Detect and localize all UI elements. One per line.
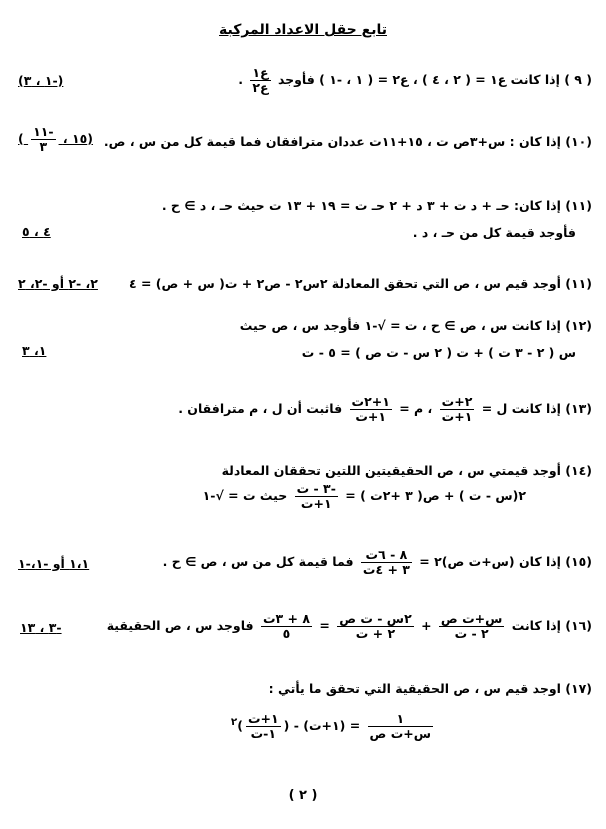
question-17-line1: (١٧) اوجد قيم س ، ص الحقيقية التي تحقق ما يأتي : bbox=[268, 681, 592, 696]
question-11-line1: (١١) إذا كان: حـ + د ت + ٣ د + ٢ حـ ت = ١٩ + ١٣ ت حيث حـ ، د ∋ ح . bbox=[161, 198, 592, 213]
question-12-line2: س ( ٢ - ٣ ت ) + ت ( ٢ س - ت ص ) = ٥ - ت bbox=[301, 345, 576, 360]
question-13-fraction-m: $\frac{\text{١+٢ت}}{\text{١+ت}}$ bbox=[351, 394, 390, 424]
question-9 bbox=[238, 66, 592, 95]
answer-15: ١،١ أو -١،-١ bbox=[18, 556, 90, 571]
question-13: (١٣) إذا كانت ل = $\frac{\text{٢+ت}}{\text{١+ت}}$ ، م = $\frac{\text{١+٢ت}}{\text{١+ت}}$ فاثبت أن ل ، م مترافقان . bbox=[178, 394, 592, 424]
question-14-line1: (١٤) أوجد قيمتي س ، ص الحقيقيتين اللتين تحققان المعادلة bbox=[221, 463, 592, 478]
answer-12: ١، ٣ bbox=[22, 343, 47, 358]
question-10: (١٠) إذا كان : س+٣ص ت ، ١٥+١١ت عددان مترافقان فما قيمة كل من س ، ص. bbox=[103, 134, 592, 149]
question-11b: (١١) أوجد قيم س ، ص التي تحقق المعادلة ٢س٢ - ص٢ + ت( س + ص) = ٤ bbox=[128, 276, 592, 291]
question-15: (١٥) إذا كان (س+ت ص)٢ = $\frac{\text{٨ - ٦ت}}{\text{٣ + ٤ت}}$ فما قيمة كل من س ، ص ∋ ح . bbox=[162, 547, 592, 577]
answer-16: -٣ ، ١٣ bbox=[20, 620, 62, 635]
answer-11: ٤ ، ٥ bbox=[22, 224, 51, 239]
question-9-tail: . bbox=[238, 72, 244, 87]
page-title: تابع حقل الاعداد المركبة bbox=[219, 22, 387, 38]
question-11-line2: فأوجد قيمة كل من حـ ، د . bbox=[412, 225, 576, 240]
question-12-line1: (١٢) إذا كانت س ، ص ∋ ح ، ت = √-١ فأوجد س ، ص حيث bbox=[239, 318, 592, 333]
question-15-fraction: $\frac{\text{٨ - ٦ت}}{\text{٣ + ٤ت}}$ bbox=[362, 547, 410, 577]
answer-11b: ٢، -٢ أو -٢، ٢ bbox=[18, 276, 98, 291]
question-14-fraction: $\frac{\text{-٣ - ت}}{\text{١+ت}}$ bbox=[296, 481, 336, 511]
question-9-fraction: $\frac{\text{ع١}}{\text{ع٢}}$ bbox=[252, 65, 269, 95]
question-13-fraction-l: $\frac{\text{٢+ت}}{\text{١+ت}}$ bbox=[441, 394, 473, 424]
question-9-text: ( ٩ ) إذا كانت ع١ = ( ٢ ، ٤ ) ، ع٢ = ( ١ ، -١ ) فأوجد bbox=[277, 72, 592, 87]
question-17-equation: $\frac{١}{\text{س+ت ص}}$ = (١+ت) - ( $\frac{\text{١+ت}}{\text{١-ت}}$ )$^٢$ bbox=[230, 711, 431, 741]
question-16: (١٦) إذا كانت $\frac{\text{س+ت ص}}{\text{٢ - ت}}$ + $\frac{\text{٢س - ت ص}}{\text{٢ + ت}}$ = $\frac{\text{٨ + ٣ت}}{٥}$ فاوجد س ، ص الحقيقية bbox=[106, 611, 592, 641]
answer-9: (-١ ، ٣) bbox=[18, 73, 64, 88]
answer-10: (١٥ ، $\frac{-١١}{٣}$ ) bbox=[18, 124, 93, 154]
page-number: ( ٢ ) bbox=[288, 788, 318, 803]
question-14-line2: ٢(س - ت ) + ص( ٣ +٢ت ) = $\frac{\text{-٣ - ت}}{\text{١+ت}}$ حيث ت = √-١ bbox=[202, 481, 526, 511]
